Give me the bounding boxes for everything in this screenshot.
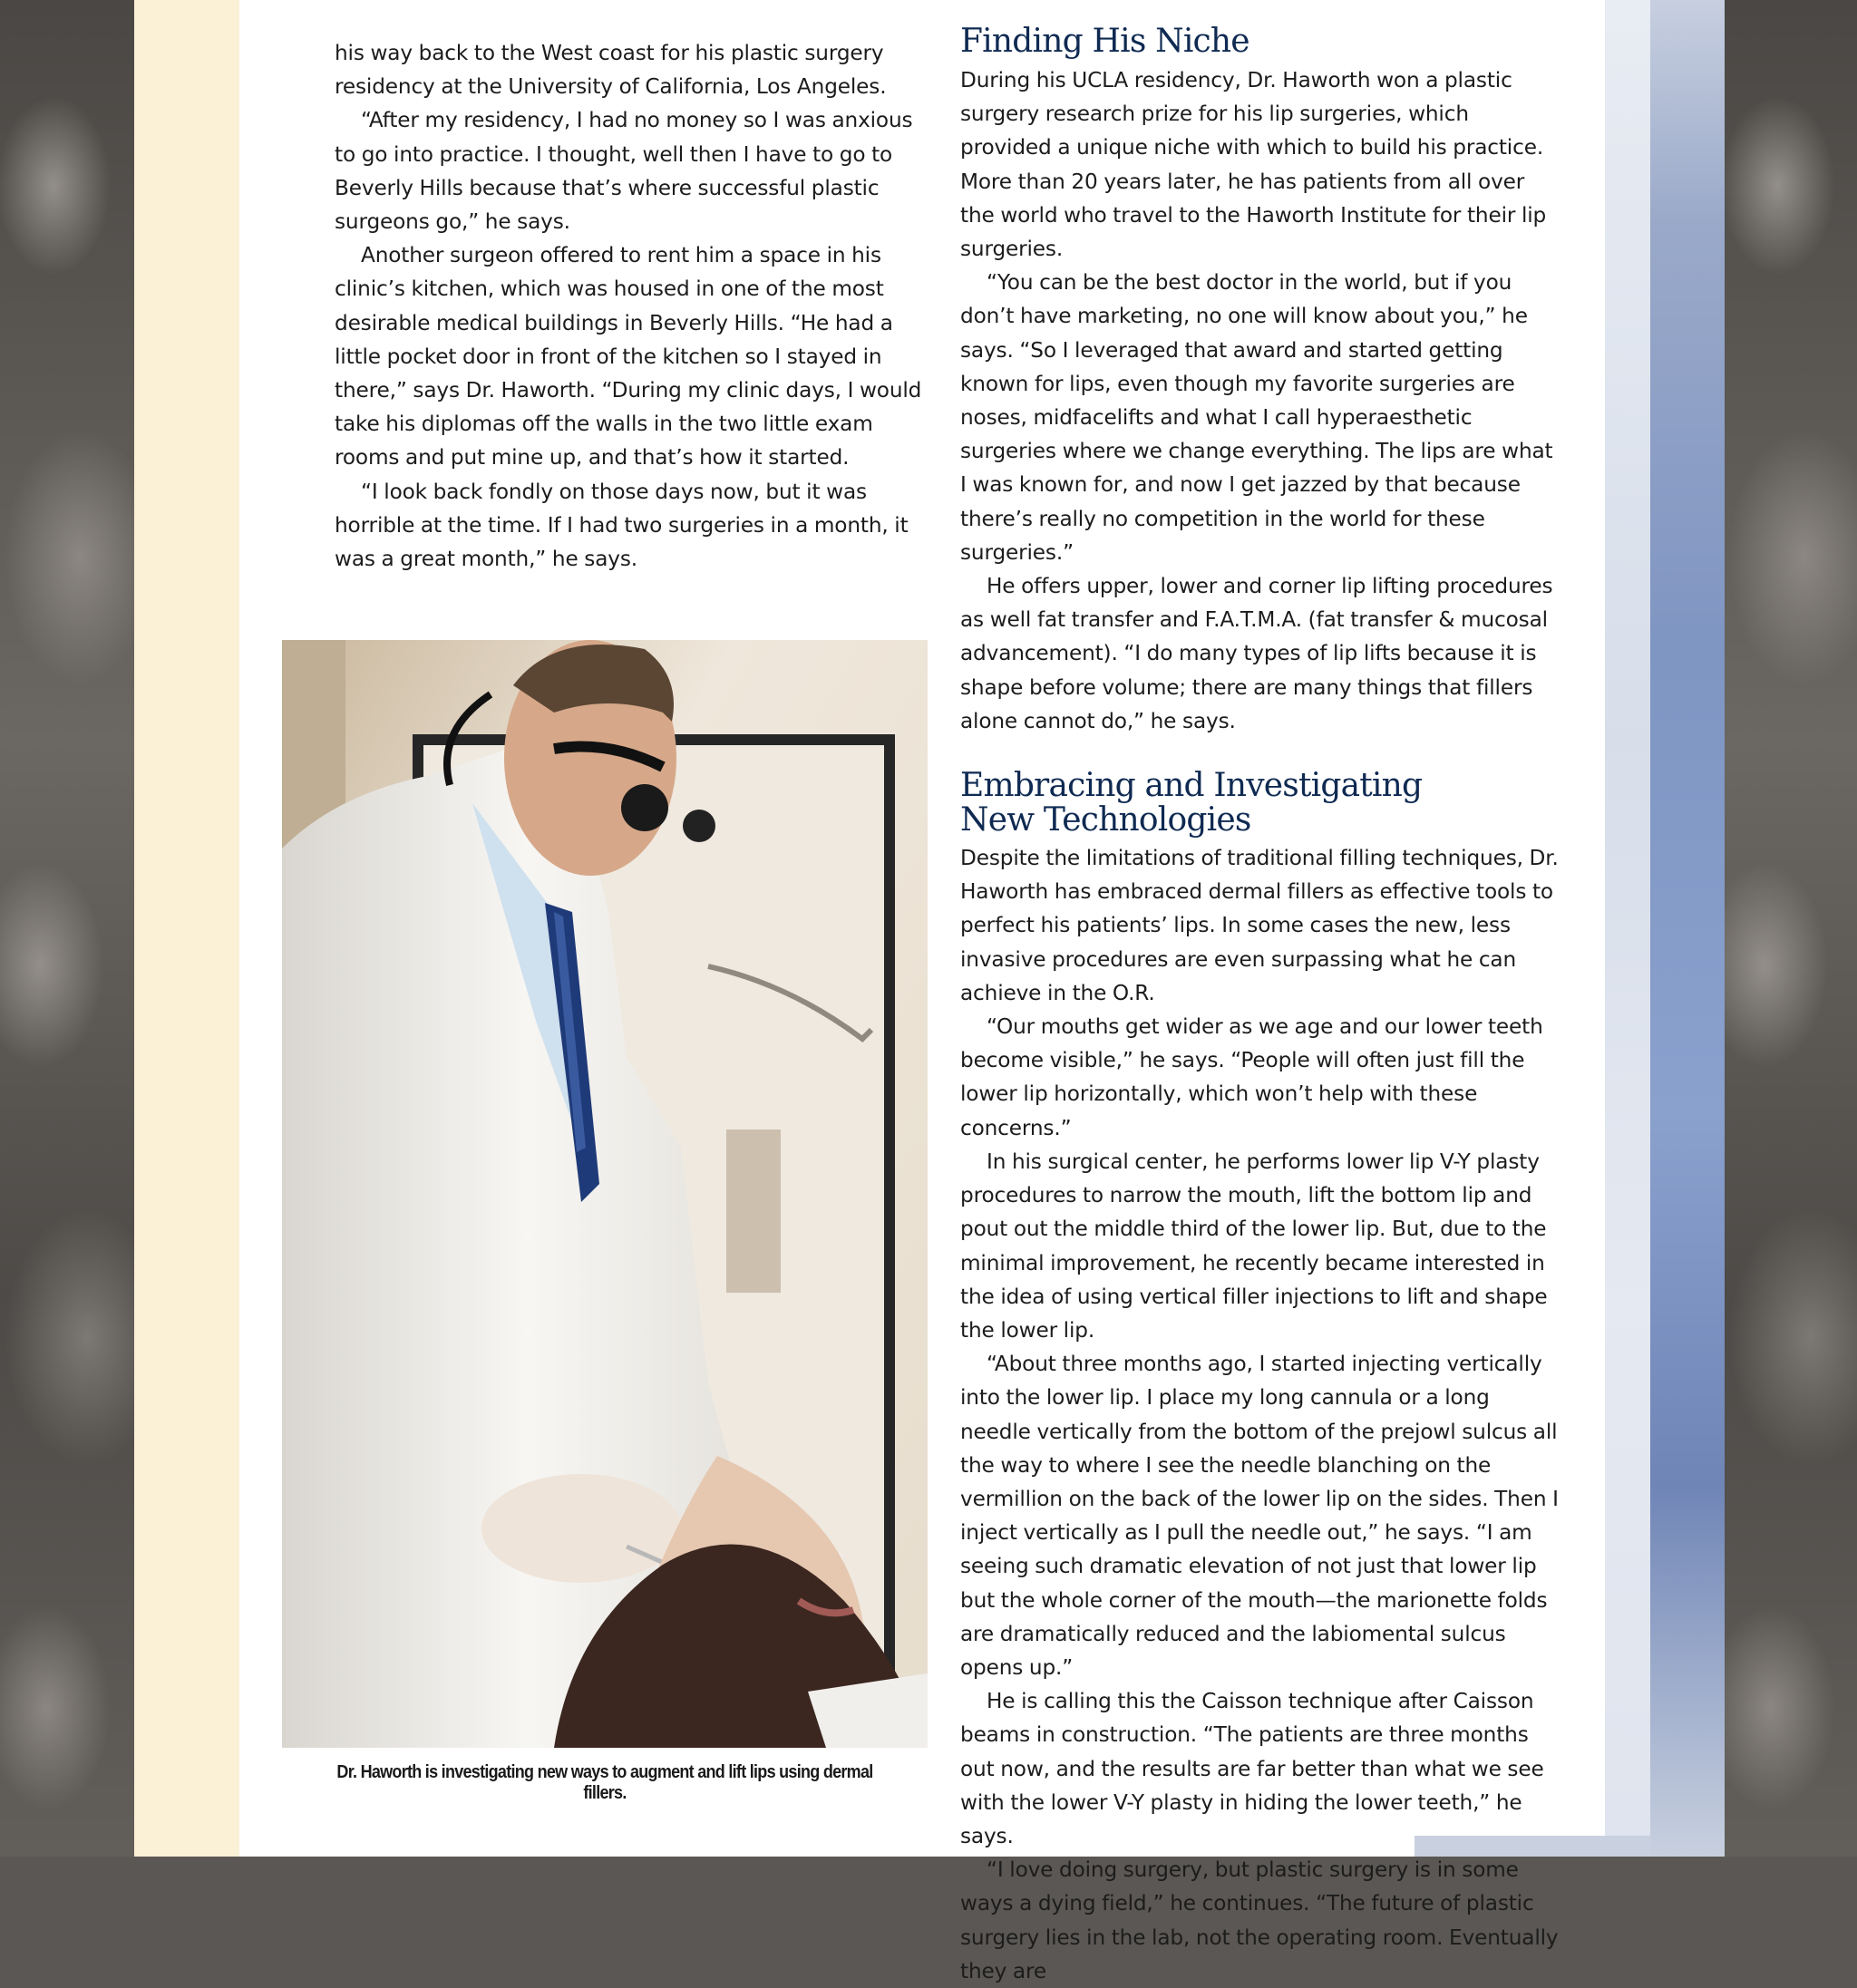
body-paragraph: In his surgical center, he performs lower lip V-Y plasty procedures to narrow the mouth, lift the bottom lip and pout out the middle third of the lower lip. But, due to the minimal improvement, he recently became interested in the idea of using vertical filler injections to lift and shape the lower lip. [960, 1149, 1548, 1343]
body-paragraph: He is calling this the Caisson technique after Caisson beams in construction. “The patients are three months out now, and the results are far better than what we see with the lower V-Y plasty in hiding the lower teeth,” he says. [960, 1689, 1544, 1848]
body-paragraph: “Our mouths get wider as we age and our lower teeth become visible,” he says. “People will often just fill the lower lip horizontally, which won’t help with these concerns.” [960, 1014, 1543, 1140]
heading-line: New Technologies [960, 801, 1251, 839]
body-paragraph: During his UCLA residency, Dr. Haworth won a plastic surgery research prize for his lip surgeries, which provided a unique niche with which to build his practice. More than 20 years later, he has patients from all over the world who travel to the Haworth Institute for their lip surgeries. [960, 68, 1547, 262]
body-paragraph: He offers upper, lower and corner lip lifting procedures as well fat transfer and F.A.T.M.A. (fat transfer & mucosal advancement). “I do many types of lip lifts because it is shape before volume; there are many things that fillers alone cannot do,” he says. [960, 574, 1553, 733]
right-text-column [960, 25, 1559, 1988]
smoke-background-right [1725, 0, 1857, 1857]
body-paragraph: “You can be the best doctor in the world, but if you don’t have marketing, no one will know about you,” he says. “So I leveraged that award and started getting known for lips, even though my favorite surgeries are noses, midfacelifts and what I call hyperaesthetic surgeries where we change everything. The lips are what I was known for, and now I get jazzed by that because there’s really no competition in the world for these surgeries.” [960, 270, 1553, 565]
page-margin-strip [134, 0, 239, 1857]
body-paragraph: “About three months ago, I started injecting vertically into the lower lip. I place my long cannula or a long needle vertically from the bottom of the prejowl sulcus all the way to where I see the needle blanching on the vermillion on the back of the lower lip on the sides. Then I inject vertically as I pull the needle out,” he says. “I am seeing such dramatic elevation of not just that lower lip but the whole corner of the mouth—the marionette folds are dramatically reduced and the labiomental sulcus opens up.” [960, 1352, 1559, 1680]
doctor-photo [282, 640, 928, 1748]
body-paragraph: Another surgeon offered to rent him a space in his clinic’s kitchen, which was housed in one of the most desirable medical buildings in Beverly Hills. “He had a little pocket door in front of the kitchen so I stayed in there,” says Dr. Haworth. “During my clinic days, I would take his diplomas off the walls in the two little exam rooms and put mine up, and that’s how it started. [335, 243, 922, 470]
section-heading: Finding His Niche [960, 23, 1249, 60]
body-paragraph: Despite the limitations of traditional filling techniques, Dr. Haworth has embraced dermal fillers as effective tools to perfect his patients’ lips. In some cases the new, less invasive procedures are even surpassing what he can achieve in the O.R. [960, 846, 1559, 1005]
heading-line: Embracing and Investigating [960, 767, 1423, 805]
section-heading [960, 769, 1559, 838]
body-paragraph: his way back to the West coast for his plastic surgery residency at the University of California, Los Angeles. [335, 41, 887, 100]
body-paragraph: “I look back fondly on those days now, but it was horrible at the time. If I had two surgeries in a month, it was a great month,” he says. [335, 479, 909, 572]
body-paragraph: “After my residency, I had no money so I was anxious to go into practice. I thought, well then I have to go to Beverly Hills because that’s where successful plastic surgeons go,” he says. [335, 108, 913, 235]
left-text-column [335, 36, 933, 576]
smoke-background-left [0, 0, 134, 1857]
page-edge-strip [1605, 0, 1650, 1857]
photo-caption: Dr. Haworth is investigating new ways to augment and lift lips using dermal fillers. [336, 1762, 873, 1803]
body-paragraph: “I love doing surgery, but plastic surgery is in some ways a dying field,” he continues. “The future of plastic surgery lies in the lab, not the operating room. Eventually they are [960, 1857, 1559, 1983]
blue-side-panel [1650, 0, 1725, 1857]
